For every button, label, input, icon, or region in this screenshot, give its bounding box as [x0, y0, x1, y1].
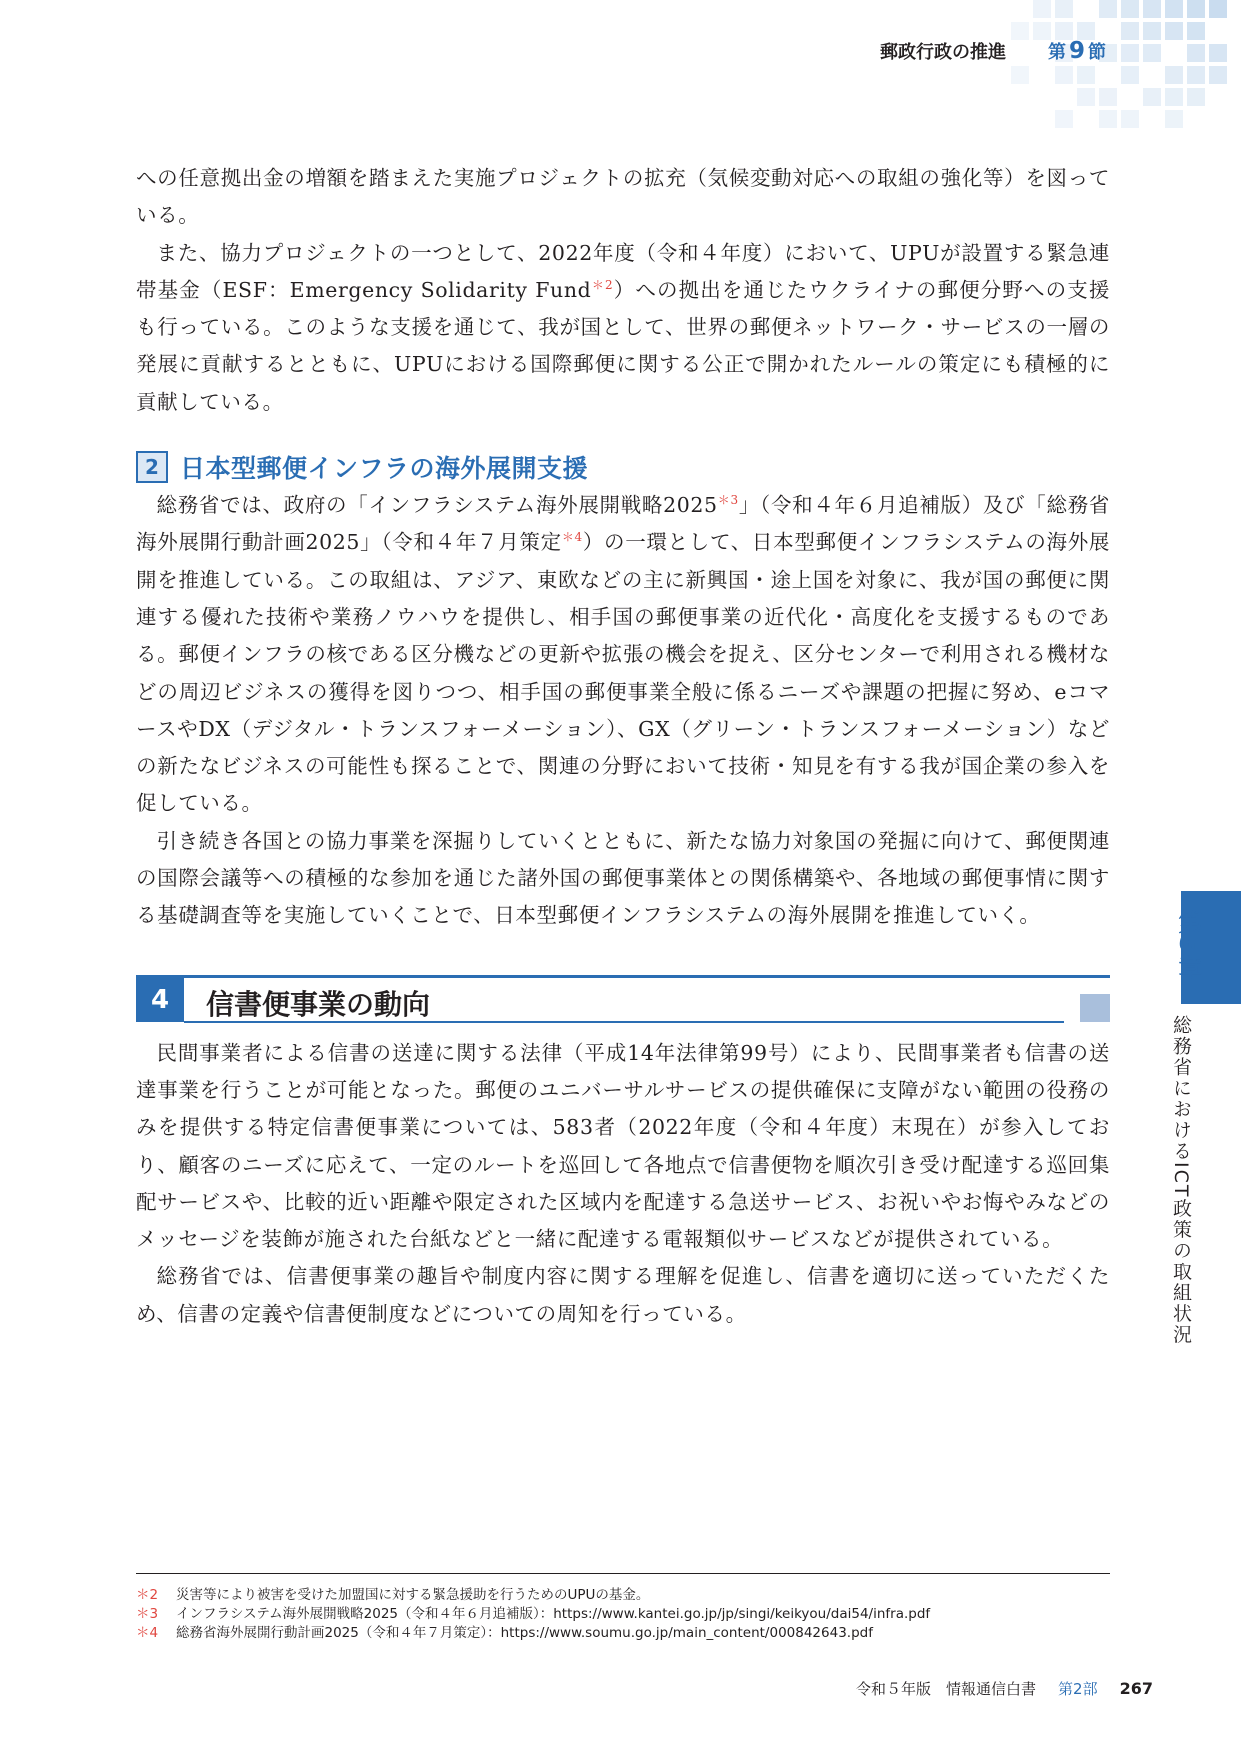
- footnote-rule: [136, 1573, 1110, 1574]
- page-header: [0, 0, 1241, 130]
- page-number: 267: [1119, 1679, 1153, 1698]
- header-pattern-square: [1143, 44, 1161, 62]
- header-pattern-square: [1121, 0, 1139, 18]
- header-pattern-square: [1165, 66, 1183, 84]
- running-head-section: 第 9 節: [1047, 38, 1106, 64]
- header-pattern-square: [1187, 0, 1205, 18]
- header-pattern-square: [1165, 22, 1183, 40]
- header-pattern-square: [1187, 66, 1205, 84]
- footnote-item: ＊3 インフラシステム海外展開戦略2025（令和４年６月追補版）：https://www.kantei.go.jp/jp/singi/keikyou/dai54/infra.pdf: [136, 1606, 931, 1622]
- header-pattern-square: [1121, 110, 1139, 128]
- header-pattern-square: [1055, 110, 1073, 128]
- footer-publication: 令和５年版 情報通信白書: [856, 1680, 1037, 1698]
- header-pattern-square: [1143, 0, 1161, 18]
- paragraph-shinsho-law: 民間事業者による信書の送達に関する法律（平成14年法律第99号）により、民間事業者も信書の送達事業を行うことが可能となった。郵便のユニバーサルサービスの提供確保に支障がない範囲の役務のみを提供する特定信書便事業については、583者（2022年度（令和４年度）末現在）が参入しており、顧客のニーズに応えて、一定のルートを巡回して各地点で信書便物を順次引き受け配達する巡回集配サービスや、比較的近い距離や限定された区域内を配達する急送サービス、お祝いやお悔やみなどのメッセージを装飾が施された台紙などと一緒に配達する電報類似サービスなどが提供されている。: [136, 1040, 1110, 1252]
- section-title: 信書便事業の動向: [206, 987, 431, 1021]
- header-pattern-square: [1099, 0, 1117, 18]
- header-pattern-square: [1077, 88, 1095, 106]
- subsection-title: 日本型郵便インフラの海外展開支援: [180, 454, 589, 484]
- paragraph-infra-overseas: 総務省では、政府の「インフラシステム海外展開戦略2025$^{*3}$」（令和４年６月追補版）及び「総務省海外展開行動計画2025」（令和４年７月策定$^{*4}$）の一環として、日本型郵便インフラシステムの海外展開を推進している。この取組は、アジア、東欧などの主に新興国・途上国を対象に、我が国の郵便に関連する優れた技術や業務ノウハウを提供し、相手国の郵便事業の近代化・高度化を支援するものである。郵便インフラの核である区分機などの更新や拡張の機会を捉え、区分センターで利用される機材などの周辺ビジネスの獲得を図りつつ、相手国の郵便事業全般に係るニーズや課題の把握に努め、eコマースやDX（デジタル・トランスフォーメーション）、GX（グリーン・トランスフォーメーション）などの新たなビジネスの可能性も探ることで、関連の分野において技術・知見を有する我が国企業の参入を促している。: [136, 493, 1111, 816]
- header-pattern-square: [1209, 0, 1227, 18]
- section-number: 4: [136, 978, 184, 1022]
- header-pattern-square: [1187, 88, 1205, 106]
- section-underline: [184, 1021, 1064, 1023]
- header-pattern-square: [1121, 22, 1139, 40]
- header-pattern-square: [1121, 66, 1139, 84]
- header-pattern-square: [1143, 22, 1161, 40]
- footnote-ref-3[interactable]: ＊3: [717, 493, 739, 508]
- footnote-ref-2[interactable]: ＊2: [591, 277, 614, 292]
- header-pattern-square: [1165, 0, 1183, 18]
- section-heading-rule: [136, 975, 1110, 978]
- header-pattern-square: [1121, 44, 1139, 62]
- header-pattern-square: [1077, 66, 1095, 84]
- subsection-number: 2: [136, 451, 168, 483]
- section-heading: [136, 975, 1110, 1023]
- header-pattern-square: [1011, 66, 1029, 84]
- main-content: [136, 160, 1110, 1333]
- header-pattern-square: [1055, 0, 1073, 18]
- subsection-heading: [136, 447, 1110, 487]
- footnote-ref-4[interactable]: ＊4: [561, 530, 583, 545]
- running-head-subsection: 郵政行政の推進: [879, 42, 1006, 63]
- header-pattern-square: [1099, 110, 1117, 128]
- header-pattern-square: [1209, 44, 1227, 62]
- paragraph-shinsho-awareness: 総務省では、信書便事業の趣旨や制度内容に関する理解を促進し、信書を適切に送っていただくため、信書の定義や信書便制度などについての周知を行っている。: [136, 1264, 1110, 1326]
- header-pattern-square: [1099, 88, 1117, 106]
- footnotes: [136, 1586, 1110, 1643]
- header-pattern-square: [1143, 88, 1161, 106]
- page-footer: [856, 1678, 1153, 1699]
- footnote-item: ＊2 災害等により被害を受けた加盟国に対する緊急援助を行うためのUPUの基金。: [136, 1587, 650, 1603]
- section-end-block: [1080, 994, 1110, 1022]
- header-pattern: [1011, 0, 1241, 130]
- header-pattern-square: [1209, 66, 1227, 84]
- header-pattern-square: [1187, 22, 1205, 40]
- paragraph-upu-support: また、協力プロジェクトの一つとして、2022年度（令和４年度）において、UPUが設置する緊急連帯基金（ESF：Emergency Solidarity Fund$^{*2}$）への拠出を通じたウクライナの郵便分野への支援も行っている。このような支援を通じて、我が国として、世界の郵便ネットワーク・サービスの一層の発展に貢献するとともに、UPUにおける国際郵便に関する公正で開かれたルールの策定にも積極的に貢献している。: [136, 240, 1110, 414]
- header-pattern-square: [1165, 88, 1183, 106]
- footer-part: 第2部: [1058, 1680, 1098, 1698]
- chapter-title-vertical: 総務省におけるICT政策の取組状況: [1170, 1015, 1192, 1346]
- header-pattern-square: [1187, 44, 1205, 62]
- header-pattern-square: [1165, 110, 1183, 128]
- running-head: [880, 38, 1106, 64]
- header-pattern-square: [1055, 66, 1073, 84]
- intro-paragraph: への任意拠出金の増額を踏まえた実施プロジェクトの拡充（気候変動対応への取組の強化等）を図っている。: [136, 166, 1110, 228]
- paragraph-future-cooperation: 引き続き各国との協力事業を深掘りしていくとともに、新たな協力対象国の発掘に向けて、郵便関連の国際会議等への積極的な参加を通じた諸外国の郵便事業体との関係構築や、各地域の郵便事情に関する基礎調査等を実施していくことで、日本型郵便インフラシステムの海外展開を推進していく。: [136, 828, 1110, 928]
- footnote-item: ＊4 総務省海外展開行動計画2025（令和４年７月策定）：https://www.soumu.go.jp/main_content/000842643.pdf: [136, 1625, 873, 1641]
- header-pattern-square: [1033, 0, 1051, 18]
- chapter-label: 第5章: [1174, 910, 1202, 981]
